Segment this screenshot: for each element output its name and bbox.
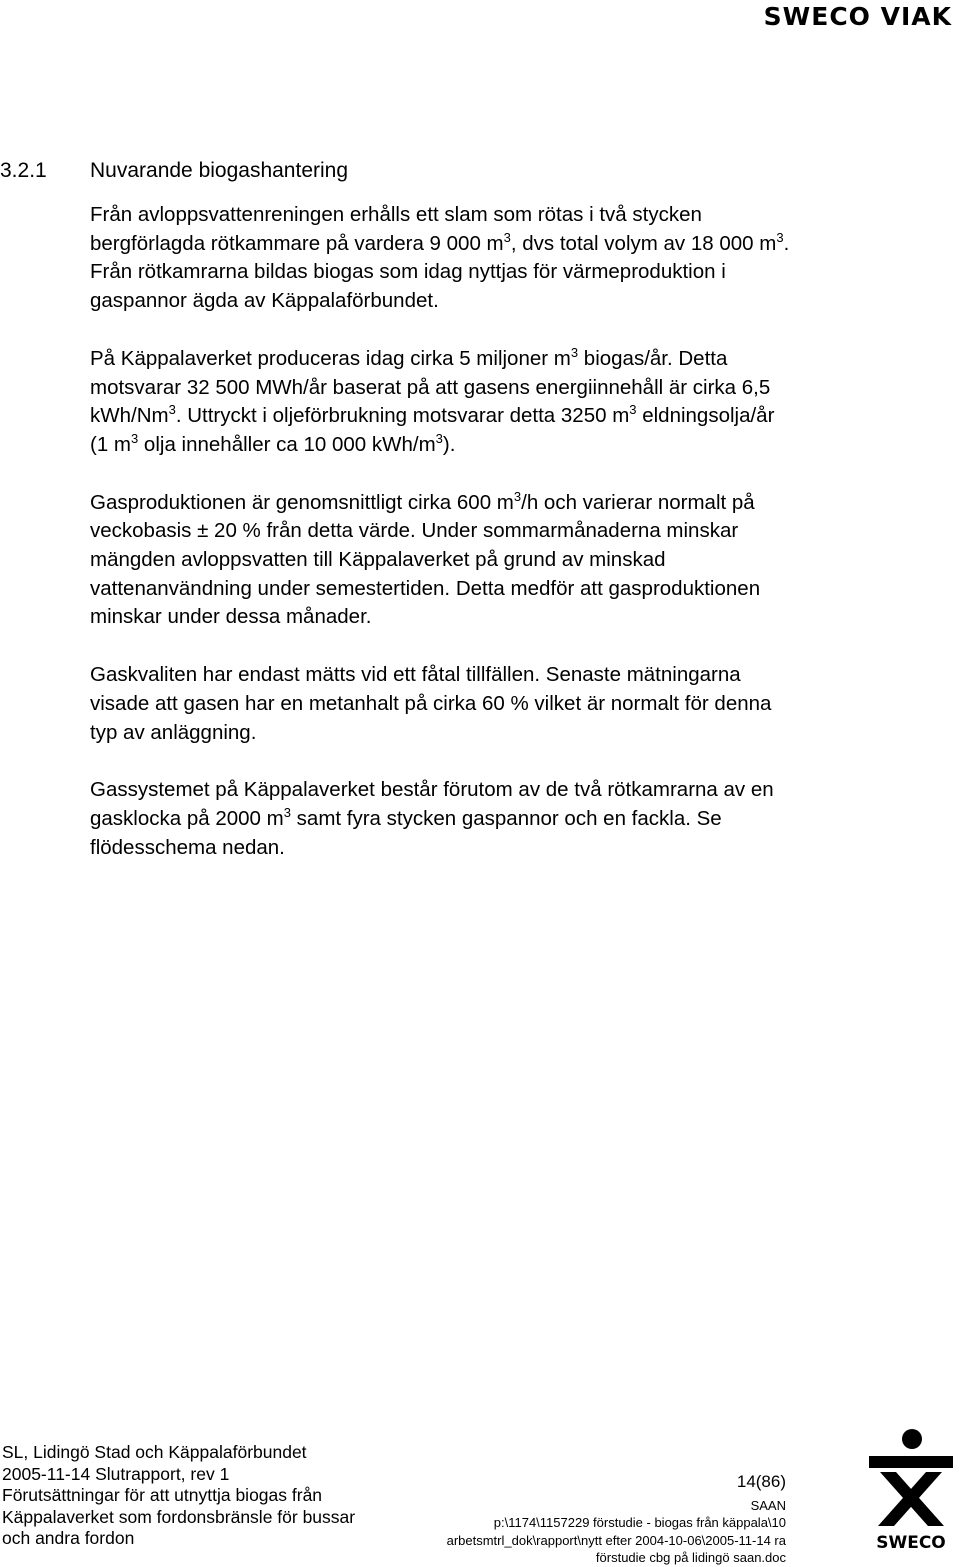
footer-line: och andra fordon <box>2 1528 135 1548</box>
footer-document-info <box>2 1442 355 1550</box>
paragraph-2: På Käppalaverket produceras idag cirka 5 miljoner $m^3$ biogas/år. Detta motsvarar 32 500 MWh/år baserat på att gasens energiinnehåll är cirka 6,5 kWh/Nm$^3$. Uttryckt i oljeförbrukning motsvarar detta 3250 $m^3$ eldningsolja/år (1 $m^3$ olja innehåller ca 10 000 kWh/$m^3$). <box>90 344 775 456</box>
paragraph-4: Gaskvaliten har endast mätts vid ett fåtal tillfällen. Senaste mätningarna visade att gasen har en metanhalt på cirka 60 % vilket är normalt för denna typ av anläggning. <box>90 663 772 744</box>
file-path-line: förstudie cbg på lidingö saan.doc <box>595 1550 786 1565</box>
logo-text: SWECO <box>876 1533 946 1552</box>
brand-header: SWECO VIAK <box>763 2 952 31</box>
sweco-logo-icon <box>866 1428 956 1552</box>
paragraph-5: Gassystemet på Käppalaverket består förutom av de två rötkamrarna av en gasklocka på 2000 $m^3$ samt fyra stycken gaspannor och en fackla. Se flödesschema nedan. <box>90 778 774 859</box>
section-title: Nuvarande biogashantering <box>90 159 349 182</box>
footer-line: Käppalaverket som fordonsbränsle för bussar <box>2 1506 356 1527</box>
page-number: 14(86) <box>736 1472 786 1491</box>
author-initials: SAAN <box>750 1497 786 1513</box>
footer-file-info <box>447 1473 786 1567</box>
footer-line: SL, Lidingö Stad och Käppalaförbundet <box>2 1442 307 1462</box>
section-number: 3.2.1 <box>0 159 47 182</box>
footer-line: Förutsättningar för att utnyttja biogas från <box>2 1485 323 1505</box>
body-text <box>90 201 790 891</box>
paragraph-1: Från avloppsvattenreningen erhålls ett slam som rötas i två stycken bergförlagda rötkammare på vardera 9 000 $m^3$, dvs total volym av 18 000 $m^3$. Från rötkamrarna bildas biogas som idag nyttjas för värmeproduktion i gaspannor ägda av Käppalaförbundet. <box>90 203 790 313</box>
paragraph-3: Gasproduktionen är genomsnittligt cirka 600 $m^3/h$ och varierar normalt på veckobasis ± 20 % från detta värde. Under sommarmånaderna minskar mängden avloppsvatten till Käppalaverket på grund av minskad vattenanvändning under semestertiden. Detta medför att gasproduktionen minskar under dessa månader. <box>90 488 761 629</box>
file-path-line: p:\1174\1157229 förstudie - biogas från käppala\10 <box>493 1515 786 1530</box>
footer-line: 2005-11-14 Slutrapport, rev 1 <box>2 1463 230 1484</box>
file-path-line: arbetsmtrl_dok\rapport\nytt efter 2004-10-06\2005-11-14 ra <box>446 1532 786 1548</box>
